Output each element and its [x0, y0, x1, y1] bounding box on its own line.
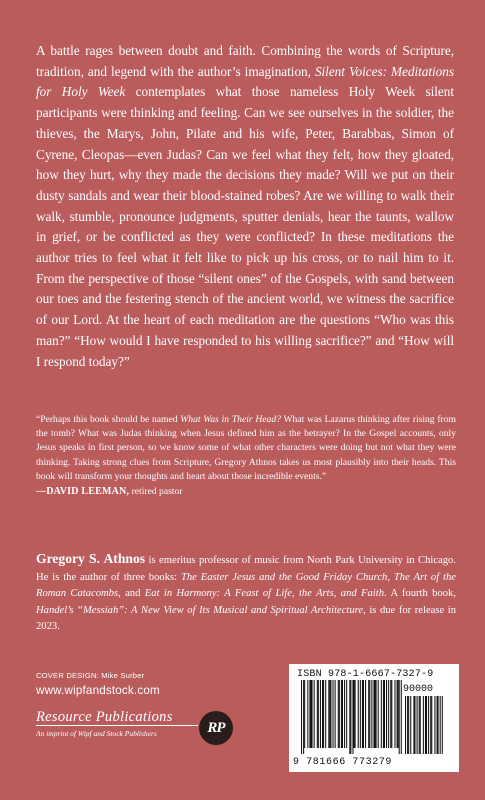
blurb-text-continued: contemplates what those nameless Holy Week silent participants were thinking and feeling. Can we see ourselves in the soldier, the thieves, the Marys, John, Pilate and his wife, Peter, Barabbas, Simon of Cyrene, Cleopas—even Judas? Can we feel what they felt, how they gloated, how they hurt, why they made the decisions they made? Will we put on their dusty sandals and wear their blood-stained robes? Are we willing to walk their walk, stumble, pronounce judgments, sputter denials, hear the taunts, wallow in grief, or be conflicted as they were conflicted? In these meditations the author tries to feel what it felt like to pick up his cross, or to nail him to it. From the perspective of those “silent ones” of the Gospels, with sand between our toes and the festering stench of the ancient world, we witness the sacrifice of our Lord. At the heart of each meditation are the questions “Who was this man?” “How would I have responded to his willing sacrifice?” and “How will I respond today?”: [36, 84, 454, 369]
endorsement-attribution: [36, 485, 456, 499]
barcode-bar: [310, 680, 311, 748]
barcode-bar: [384, 680, 385, 748]
bio-book-3: Eat in Harmony: A Feast of Life, the Arts, and Faith: [144, 588, 384, 600]
barcode-bar: [401, 680, 402, 754]
barcode-bar: [309, 680, 310, 748]
endorsement-quote: [36, 413, 456, 484]
blurb-book-title: Silent Voices: Meditations for Holy Week: [36, 63, 454, 100]
imprint-line: [36, 729, 157, 738]
barcode-bar: [378, 680, 379, 748]
barcode-bar: [363, 680, 364, 748]
barcode-bar: [346, 680, 347, 748]
barcode-bar: [328, 680, 329, 748]
barcode-bar: [318, 680, 319, 748]
barcode-bar: [342, 680, 343, 748]
barcode-bar: [325, 680, 326, 748]
blurb-paragraph: [36, 41, 454, 372]
barcode-bar: [388, 680, 389, 748]
barcode-bar: [320, 680, 321, 748]
publisher-logo-icon: RP: [199, 711, 233, 745]
endorser-name: —DAVID LEEMAN,: [36, 486, 130, 498]
barcode-bar: [301, 680, 302, 754]
addon-bar: [442, 696, 443, 754]
bio-text-end: , is due for release in 2023.: [36, 604, 456, 633]
bio-book-4: Handel’s “Messiah”: A New View of Its Musical and Spiritual Architecture: [36, 604, 364, 616]
barcode-bar: [362, 680, 363, 748]
addon-bar: [420, 696, 421, 754]
barcode-bar: [386, 680, 387, 748]
barcode-bar: [390, 680, 391, 748]
barcode-bar: [381, 680, 382, 748]
barcode-bar: [383, 680, 384, 748]
addon-bar: [423, 696, 424, 754]
barcode-bar: [304, 680, 305, 748]
barcode-bar: [365, 680, 366, 748]
publisher-divider: [36, 725, 198, 726]
barcode-bar: [355, 680, 356, 748]
barcode-bar: [371, 680, 372, 748]
barcode-bar: [317, 680, 318, 748]
endorsement-title: What Was in Their Head?: [180, 414, 281, 425]
bio-separator: ,: [387, 571, 394, 583]
isbn-label: ISBN 978-1-6667-7327-9: [297, 669, 434, 680]
addon-bar: [414, 696, 415, 754]
addon-bar: [405, 696, 406, 754]
addon-bar: [413, 696, 414, 754]
bio-separator: , and: [118, 588, 145, 600]
barcode-bar: [375, 680, 376, 748]
barcode-bar: [303, 680, 304, 754]
barcode-bar: [350, 680, 351, 754]
bio-paragraph: [36, 551, 456, 636]
bio-book-1: The Easter Jesus and the Good Friday Church: [180, 571, 388, 583]
barcode-bar: [397, 680, 398, 748]
blurb-text: A battle rages between doubt and faith. Combining the words of Scripture, tradition, and legend with the author’s imagination,: [36, 43, 454, 79]
bio-text: is emeritus professor of music from North Park University in Chicago. He is the author of three books:: [36, 555, 456, 583]
barcode-bar: [349, 680, 350, 754]
barcode-bar: [354, 680, 355, 748]
addon-bar: [419, 696, 420, 754]
addon-bar: [431, 696, 432, 754]
author-name: Gregory S. Athnos: [36, 551, 146, 566]
barcode-bar: [341, 680, 342, 748]
book-blurb: [36, 41, 454, 372]
price-code: 90000: [403, 684, 434, 695]
barcode-bar: [330, 680, 331, 748]
barcode-bar: [314, 680, 315, 748]
barcode-bar: [329, 680, 330, 748]
endorsement-text: “Perhaps this book should be named: [36, 414, 181, 425]
addon-bar: [440, 696, 441, 754]
barcode-bar: [358, 680, 359, 748]
addon-bar: [434, 696, 435, 754]
barcode-bar: [338, 680, 339, 748]
barcode-bar: [360, 680, 361, 748]
barcode-bar: [335, 680, 336, 748]
barcode-bar: [344, 680, 345, 748]
barcode-bar: [322, 680, 323, 748]
barcode-bar: [391, 680, 392, 748]
addon-bar: [417, 696, 418, 754]
cover-design-credit: COVER DESIGN: Mike Surber: [36, 671, 145, 680]
imprint-publisher: Wipf and Stock Publishers: [77, 729, 157, 738]
barcode-bar: [333, 680, 334, 748]
barcode-icon: [293, 680, 455, 756]
barcode-bar: [368, 680, 369, 748]
addon-bar: [425, 696, 426, 754]
barcode-bar: [373, 680, 374, 748]
barcode-bar: [307, 680, 308, 748]
endorser-role: retired pastor: [129, 486, 183, 498]
bio-text-continued: . A fourth book,: [384, 588, 456, 600]
publisher-name: Resource Publications: [36, 709, 173, 725]
addon-bar: [408, 696, 409, 754]
addon-bar: [428, 696, 429, 754]
barcode-bar: [369, 680, 370, 748]
barcode-bar: [398, 680, 399, 748]
addon-bar: [430, 696, 431, 754]
addon-bar: [437, 696, 438, 754]
bio-book-2: The Art of the Roman Catacombs: [36, 571, 456, 600]
ean-number: 9 781666 773279: [293, 757, 393, 768]
endorsement-text-continued: What was Lazarus thinking after rising from the tomb? What was Judas thinking when Jesus defined him as the betrayer? In the Gospel accounts, only Jesus speaks in first person, so we know some of what other characters were doing but not what they were thinking. Taking strong clues from Scripture, Gregory Athnos takes us most plausibly into their heads. This book will transform your thoughts and heart about those incredible events.”: [36, 414, 456, 482]
addon-bar: [438, 696, 439, 754]
addon-bar: [426, 696, 427, 754]
barcode-bar: [376, 680, 377, 748]
author-bio: [36, 551, 456, 636]
imprint-text: An imprint of: [36, 729, 78, 738]
barcode-bar: [352, 680, 353, 754]
endorsement: [36, 413, 456, 499]
barcode-bar: [312, 680, 313, 748]
barcode-bar: [399, 680, 400, 754]
publisher-website: www.wipfandstock.com: [36, 684, 160, 697]
barcode-bar: [394, 680, 395, 748]
barcode-bar: [323, 680, 324, 748]
barcode-bar: [339, 680, 340, 748]
addon-bar: [407, 696, 408, 754]
addon-bar: [410, 696, 411, 754]
